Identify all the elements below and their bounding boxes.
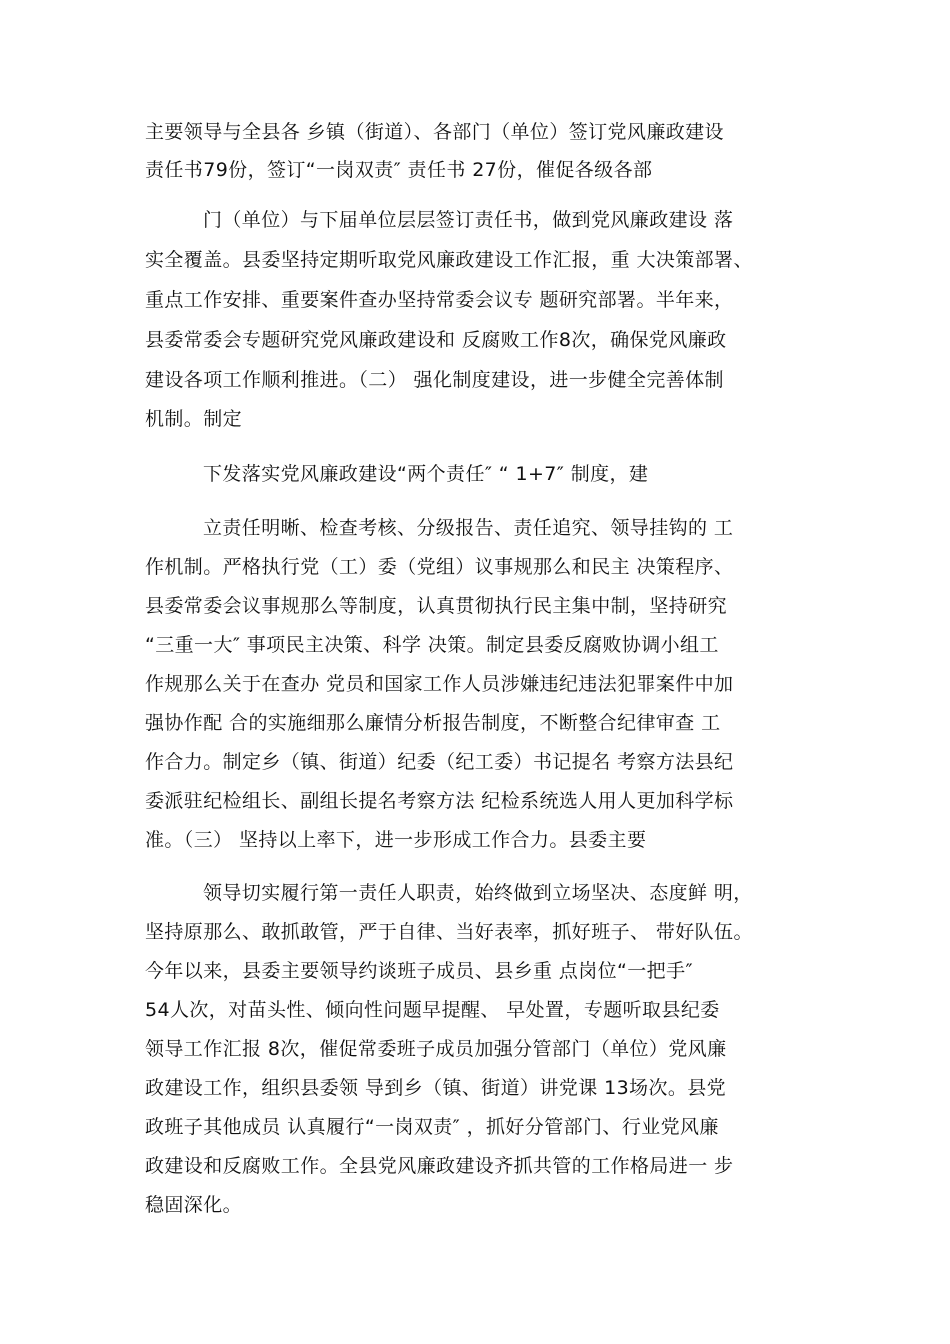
- text-line: 54人次，对苗头性、倾向性问题早提醒、 早处置，专题听取县纪委: [145, 999, 720, 1021]
- text-line: “三重一大″ 事项民主决策、科学 决策。制定县委反腐败协调小组工: [145, 634, 719, 656]
- text-line: 实全覆盖。县委坚持定期听取党风廉政建设工作汇报，重 大决策部署、: [145, 249, 753, 271]
- text-line: 领导工作汇报 8次，催促常委班子成员加强分管部门（单位）党风廉: [145, 1038, 727, 1060]
- text-line: 稳固深化。: [145, 1194, 243, 1216]
- text-line: 建设各项工作顺利推进。（二） 强化制度建设，进一步健全完善体制: [145, 369, 724, 391]
- text-line: 强协作配 合的实施细那么廉情分析报告制度，不断整合纪律审查 工: [145, 712, 721, 734]
- text-line: 政班子其他成员 认真履行“一岗双责″ ，抓好分管部门、行业党风廉: [145, 1116, 719, 1138]
- text-line: 政建设工作，组织县委领 导到乡（镇、街道）讲党课 13场次。县党: [145, 1077, 727, 1099]
- text-line: 坚持原那么、敢抓敢管，严于自律、当好表率，抓好班子、 带好队伍。: [145, 921, 753, 943]
- text-line: 作机制。严格执行党（工）委（党组）议事规那么和民主 决策程序、: [145, 556, 734, 578]
- text-line: 领导切实履行第一责任人职责，始终做到立场坚决、态度鲜 明，: [203, 882, 753, 904]
- text-line: 门（单位）与下届单位层层签订责任书，做到党风廉政建设 落: [203, 209, 734, 231]
- text-line: 政建设和反腐败工作。全县党风廉政建设齐抓共管的工作格局进一 步: [145, 1155, 734, 1177]
- text-line: 准。（三） 坚持以上率下，进一步形成工作合力。县委主要: [145, 829, 647, 851]
- text-line: 今年以来，县委主要领导约谈班子成员、县乡重 点岗位“一把手″: [145, 960, 693, 982]
- text-line: 作规那么关于在查办 党员和国家工作人员涉嫌违纪违法犯罪案件中加: [145, 673, 734, 695]
- text-line: 县委常委会议事规那么等制度，认真贯彻执行民主集中制，坚持研究: [145, 595, 728, 617]
- text-line: 责任书79份，签订“一岗双责″ 责任书 27份，催促各级各部: [145, 159, 653, 181]
- text-line: 作合力。制定乡（镇、街道）纪委（纪工委）书记提名 考察方法县纪: [145, 751, 734, 773]
- text-line: 立责任明晰、检查考核、分级报告、责任追究、领导挂钩的 工: [203, 517, 734, 539]
- text-line: 委派驻纪检组长、副组长提名考察方法 纪检系统选人用人更加科学标: [145, 790, 734, 812]
- text-line: 重点工作安排、重要案件查办坚持常委会议专 题研究部署。半年来，: [145, 289, 734, 311]
- text-line: 县委常委会专题研究党风廉政建设和 反腐败工作8次，确保党风廉政: [145, 329, 727, 351]
- text-line: 下发落实党风廉政建设“两个责任″ “ 1+7″ 制度，建: [203, 463, 649, 485]
- text-line: 机制。制定: [145, 408, 243, 430]
- text-line: 主要领导与全县各 乡镇（街道）、各部门（单位）签订党风廉政建设: [145, 121, 724, 143]
